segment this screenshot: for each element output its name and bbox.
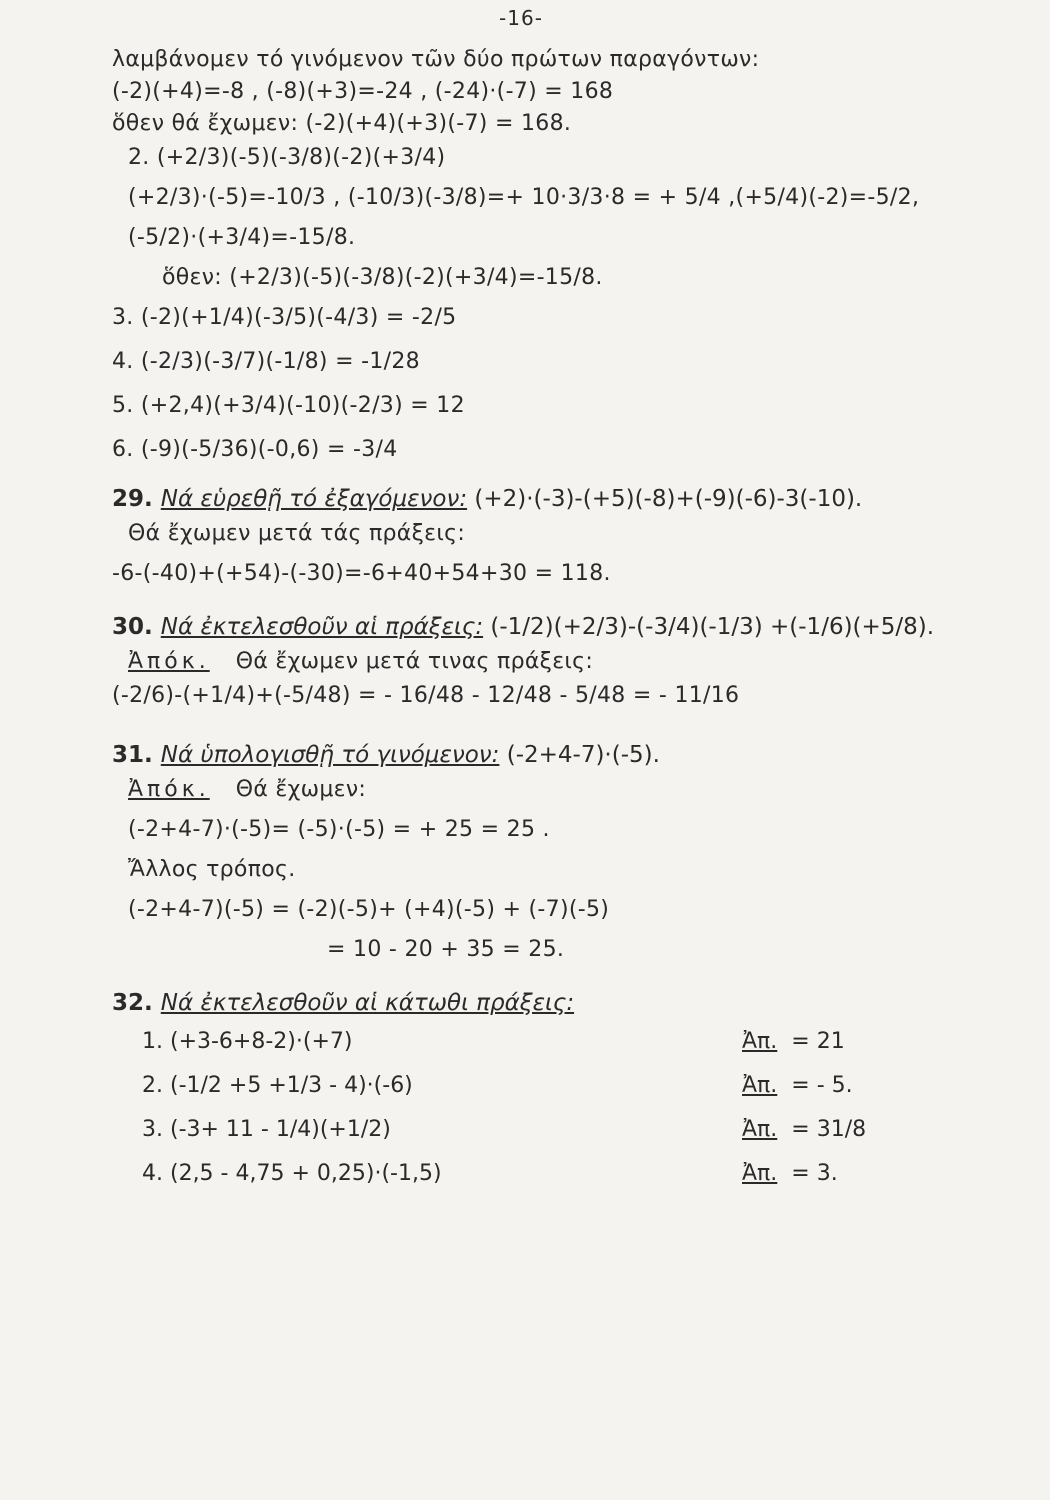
problem-title: Νά ἐκτελεσθοῦν αἱ κάτωθι πράξεις:	[160, 990, 575, 1016]
text-line: Ἄλλος τρόπος.	[128, 857, 296, 882]
exercise-answer	[742, 1064, 892, 1108]
exercise-expression: 4. (2,5 - 4,75 + 0,25)·(-1,5)	[142, 1161, 442, 1186]
math-line: = 10 - 20 + 35 = 25.	[327, 937, 565, 962]
answer-label: Ἀπ.	[742, 1029, 778, 1054]
math-line: (-2+4-7)·(-5)= (-5)·(-5) = + 25 = 25 .	[128, 817, 550, 842]
exercise-row	[112, 1020, 892, 1064]
problem-title: Νά ἐκτελεσθοῦν αἱ πράξεις:	[160, 614, 484, 640]
problem-30-heading	[112, 610, 960, 644]
text-line: Θά ἔχωμεν μετά τάς πράξεις:	[128, 521, 466, 546]
math-line: (-2)(+4)=-8 , (-8)(+3)=-24 , (-24)·(-7) = 168	[112, 79, 614, 104]
solution-text: Θά ἔχωμεν:	[235, 777, 367, 802]
exercise-answer	[742, 1108, 892, 1152]
math-line: ὅθεν θά ἔχωμεν: (-2)(+4)(+3)(-7) = 168.	[112, 111, 572, 136]
problem-title: Νά ὑπολογισθῇ τό γινόμενον:	[160, 742, 500, 768]
apok-label: Ἀπόκ.	[128, 649, 210, 674]
solution-line	[112, 776, 960, 804]
exercise-row	[112, 1152, 892, 1196]
exercise-expression: 3. (-3+ 11 - 1/4)(+1/2)	[142, 1117, 391, 1142]
answer-value: = 21	[791, 1029, 845, 1054]
problem-expression: (-2+4-7)·(-5).	[506, 742, 660, 768]
answer-label: Ἀπ.	[742, 1117, 778, 1142]
problem-title: Νά εὑρεθῇ τό ἐξαγόμενον:	[160, 486, 468, 512]
example-4: 4. (-2/3)(-3/7)(-1/8) = -1/28	[112, 349, 420, 374]
example-6: 6. (-9)(-5/36)(-0,6) = -3/4	[112, 437, 398, 462]
text-line: λαμβάνομεν τό γινόμενον τῶν δύο πρώτων παραγόντων:	[112, 47, 760, 72]
problem-number: 29.	[112, 486, 153, 512]
answer-value: = 3.	[791, 1161, 838, 1186]
math-line: -6-(-40)+(+54)-(-30)=-6+40+54+30 = 118.	[112, 561, 611, 586]
answer-label: Ἀπ.	[742, 1073, 778, 1098]
problem-29-heading	[112, 482, 960, 516]
example-3: 3. (-2)(+1/4)(-3/5)(-4/3) = -2/5	[112, 305, 457, 330]
exercise-answer	[742, 1152, 892, 1196]
problem-number: 32.	[112, 990, 153, 1016]
problem-expression: (-1/2)(+2/3)-(-3/4)(-1/3) +(-1/6)(+5/8).	[490, 614, 935, 640]
math-line: (-2/6)-(+1/4)+(-5/48) = - 16/48 - 12/48 - 5/48 = - 11/16	[112, 683, 740, 708]
example-2: 2. (+2/3)(-5)(-3/8)(-2)(+3/4)	[128, 145, 446, 170]
exercise-expression: 2. (-1/2 +5 +1/3 - 4)·(-6)	[142, 1073, 413, 1098]
exercise-answer	[742, 1020, 892, 1064]
problem-expression: (+2)·(-3)-(+5)(-8)+(-9)(-6)-3(-10).	[474, 486, 863, 512]
answer-value: = - 5.	[791, 1073, 853, 1098]
answer-label: Ἀπ.	[742, 1161, 778, 1186]
problem-31-heading	[112, 738, 960, 772]
page-number: -16-	[499, 6, 543, 30]
math-line: ὅθεν: (+2/3)(-5)(-3/8)(-2)(+3/4)=-15/8.	[162, 265, 603, 290]
exercise-row	[112, 1064, 892, 1108]
problem-number: 30.	[112, 614, 153, 640]
problem-32-heading	[112, 986, 960, 1020]
exercise-expression: 1. (+3-6+8-2)·(+7)	[142, 1029, 353, 1054]
math-line: (+2/3)·(-5)=-10/3 , (-10/3)(-3/8)=+ 10·3/3·8 = + 5/4 ,(+5/4)(-2)=-5/2,	[128, 185, 920, 210]
problem-number: 31.	[112, 742, 153, 768]
math-line: (-5/2)·(+3/4)=-15/8.	[128, 225, 356, 250]
exercise-row	[112, 1108, 892, 1152]
math-line: (-2+4-7)(-5) = (-2)(-5)+ (+4)(-5) + (-7)(-5)	[128, 897, 610, 922]
example-5: 5. (+2,4)(+3/4)(-10)(-2/3) = 12	[112, 393, 465, 418]
answer-value: = 31/8	[791, 1117, 867, 1142]
apok-label: Ἀπόκ.	[128, 777, 210, 802]
solution-text: Θά ἔχωμεν μετά τινας πράξεις:	[235, 649, 594, 674]
solution-line	[112, 648, 960, 676]
